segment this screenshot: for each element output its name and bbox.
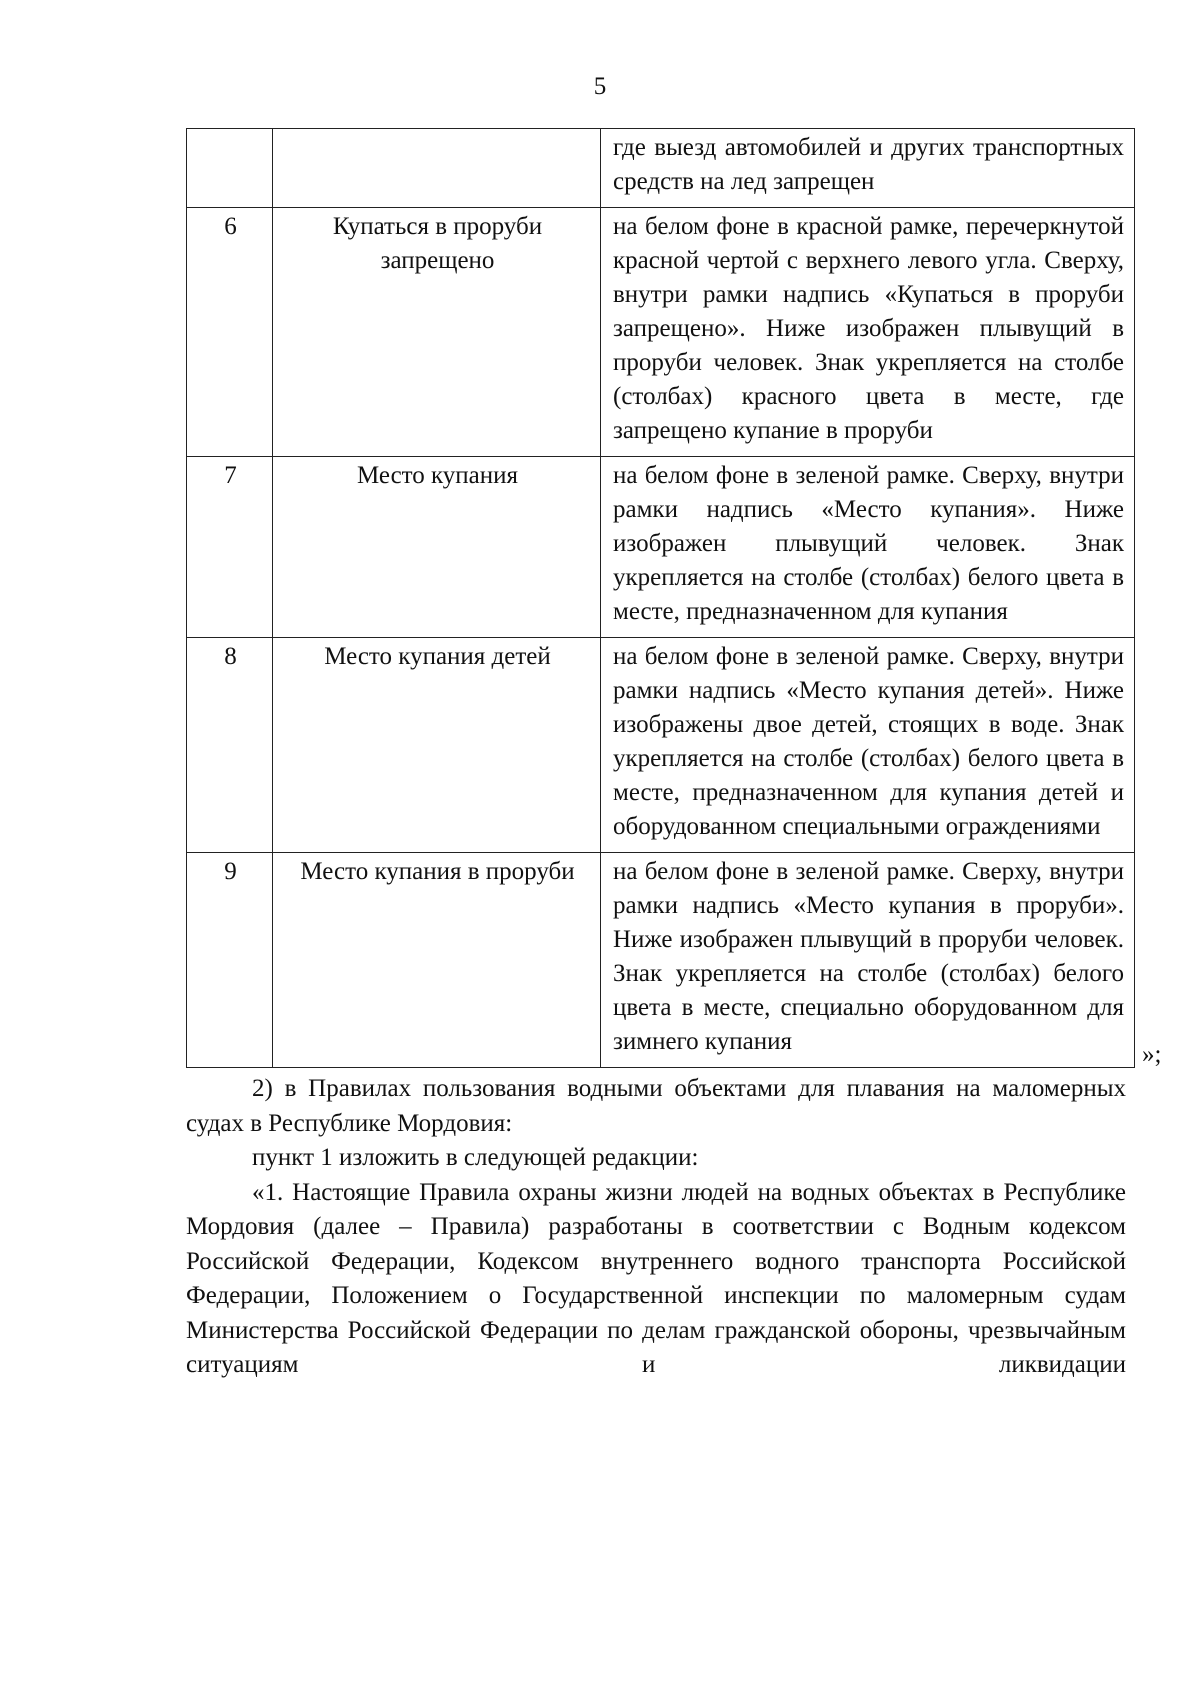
sign-name: Место купания детей [273,638,601,853]
row-number: 6 [187,208,273,457]
sign-name: Место купания [273,457,601,638]
sign-description: на белом фоне в красной рамке, перечеркнутой красной чертой с верхнего левого угла. Сверху, внутри рамки надпись «Купаться в проруби запрещено». Ниже изображен плывущий в проруби человек. Знак укрепляется на столбе (столбах) красного цвета в месте, где запрещено купание в проруби [601,208,1135,457]
sign-description: на белом фоне в зеленой рамке. Сверху, внутри рамки надпись «Место купания». Ниже изображен плывущий человек. Знак укрепляется на столбе (столбах) белого цвета в месте, предназначенном для купания [601,457,1135,638]
sign-name [273,129,601,208]
table-row [187,208,1135,457]
table-row [187,457,1135,638]
signs-table [186,128,1135,1068]
table-row [187,638,1135,853]
amendment-text [186,1072,1126,1383]
row-number: 7 [187,457,273,638]
paragraph: 2) в Правилах пользования водными объектами для плавания на маломерных судах в Республике Мордовия: [186,1075,1126,1137]
closing-quote: »; [1142,1041,1162,1068]
table-row [187,129,1135,208]
sign-description: где выезд автомобилей и других транспортных средств на лед запрещен [601,129,1135,208]
paragraph: пункт 1 изложить в следующей редакции: [252,1144,699,1171]
sign-description: на белом фоне в зеленой рамке. Сверху, внутри рамки надпись «Место купания в проруби». Ниже изображен плывущий в проруби человек. Знак укрепляется на столбе (столбах) белого цвета в месте, специально оборудованном для зимнего купания [601,853,1135,1068]
sign-description: на белом фоне в зеленой рамке. Сверху, внутри рамки надпись «Место купания детей». Ниже изображены двое детей, стоящих в воде. Знак укрепляется на столбе (столбах) белого цвета в месте, предназначенном для купания детей и оборудованном специальными ограждениями [601,638,1135,853]
paragraph: «1. Настоящие Правила охраны жизни людей на водных объектах в Республике Мордовия (далее – Правила) разработаны в соответствии с Водным кодексом Российской Федерации, Кодексом внутреннего водного транспорта Российской Федерации, Положением о Государственной инспекции по маломерным судам Министерства Российской Федерации по делам гражданской обороны, чрезвычайным ситуациям и ликвидации [186,1178,1126,1378]
row-number [187,129,273,208]
row-number: 8 [187,638,273,853]
sign-name: Место купания в проруби [273,853,601,1068]
table-row [187,853,1135,1068]
page-number: 5 [593,73,607,100]
row-number: 9 [187,853,273,1068]
sign-name: Купаться в проруби запрещено [273,208,601,457]
